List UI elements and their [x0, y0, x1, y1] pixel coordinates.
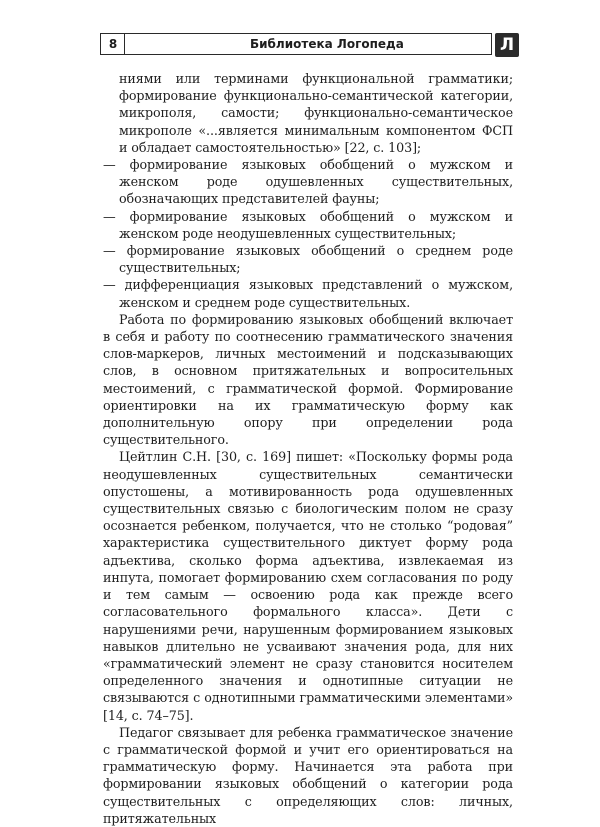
list-item: — дифференциация языковых представлений о мужском, женском и среднем роде существительных. — [103, 277, 513, 310]
list-item: — формирование языковых обобщений о среднем роде существительных; — [103, 243, 513, 276]
continuation-paragraph: ниями или терминами функциональной грамматики; формирование функционально-семантической категории, микрополя, самости; функционально-семантическое микрополе «...является минимальным компонентом ФСП и обладает самостоятельностью» [22, с. 103]; — [119, 71, 513, 155]
list-item: — формирование языковых обобщений о мужском и женском роде одушевленных существительных, обозначающих представителей фауны; — [103, 157, 513, 207]
header-divider — [124, 33, 125, 55]
page-number: 8 — [108, 37, 118, 51]
paragraph: Цейтлин С.Н. [30, с. 169] пишет: «Поскольку формы рода неодушевленных существительных семантически опустошены, а мотивированность рода одушевленных существительных связью с биологическим полом не сразу осознается ребенком, получается, что не столько “родовая” характеристика существительного диктует форму рода адъектива, сколько форма адъектива, извлекаемая из инпута, помогает формированию схем согласования по роду и тем самым — освоению рода как прежде всего согласовательного формального класса». Дети с нарушениями речи, нарушенным формированием языковых навыков длительно не усваивают значения рода, для них «грамматический элемент не сразу становится носителем определенного значения и однотипные ситуации не связываются с однотипными грамматическими элементами» [14, с. 74–75]. — [103, 449, 513, 723]
running-head: Библиотека Логопеда — [250, 37, 404, 51]
list-item: — формирование языковых обобщений о мужском и женском роде неодушевленных существительных; — [103, 208, 513, 241]
body-text — [103, 70, 513, 827]
page-header — [100, 33, 520, 57]
series-logo — [495, 33, 519, 57]
paragraph: Педагог связывает для ребенка грамматическое значение с грамматической формой и учит его ориентироваться на грамматическую форму. Начинается эта работа при формировании языковых обобщений о категории рода существительных с определяющих слов: личных, притяжательных — [103, 724, 513, 826]
logo-letter: Л — [499, 34, 515, 55]
paragraph: Работа по формированию языковых обобщений включает в себя и работу по соотнесению грамматического значения слов-маркеров, личных местоимений и подсказывающих слов, в основном притяжательных и вопросительных местоимений, с грамматической формой. Формирование ориентировки на их грамматическую форму как дополнительную опору при определении рода существительного. — [103, 311, 513, 448]
